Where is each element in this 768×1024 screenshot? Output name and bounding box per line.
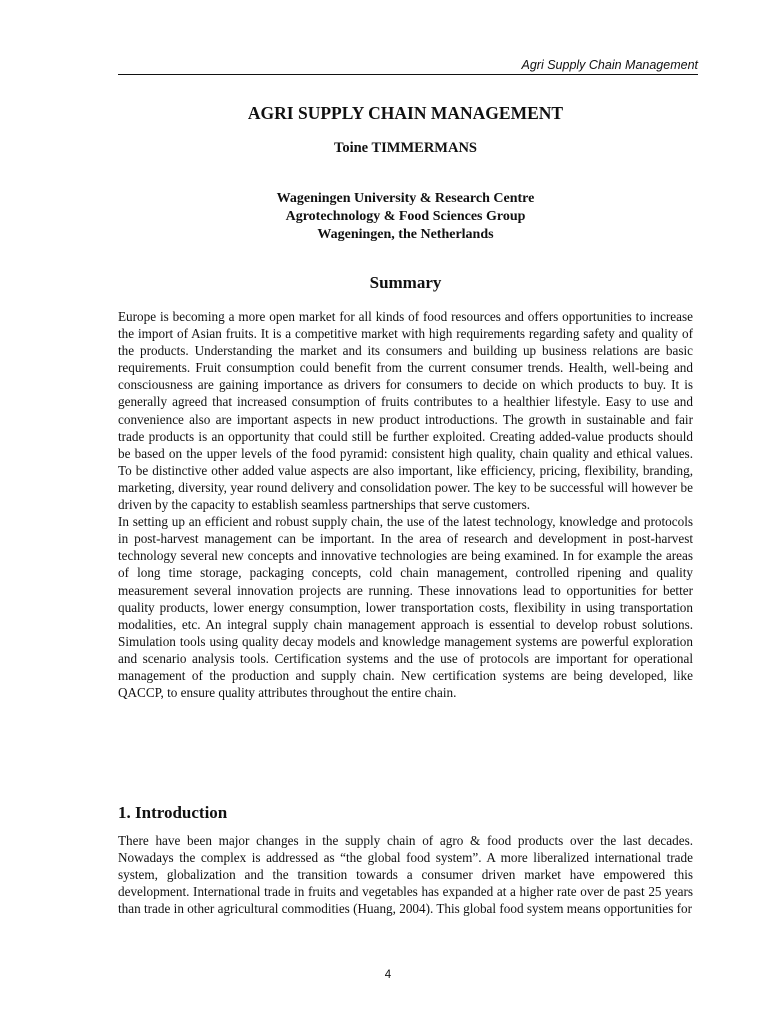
summary-body [118,308,693,701]
affiliation-block [118,190,693,244]
affiliation-line-location: Wageningen, the Netherlands [317,227,494,242]
running-header: Agri Supply Chain Management [521,58,698,72]
paper-title: AGRI SUPPLY CHAIN MANAGEMENT [247,103,564,123]
affiliation-line-university: Wageningen University & Research Centre [276,191,535,206]
summary-paragraph-2: In setting up an efficient and robust supply chain, the use of the latest technology, knowledge and protocols in post-harvest management can be important. In the area of research and development in post-harvest technology several new concepts and innovative technologies are being examined. In for example the areas of long time storage, packaging concepts, cold chain management, controlled ripening and quality measurement several innovation projects are running. These innovations lead to opportunities for better quality products, lower energy consumption, lower transportation costs, flexibility in using transportation modalities, etc. An integral supply chain management approach is essential to develop robust solutions. Simulation tools using quality decay models and knowledge management systems are powerful exploration and scenario analysis tools. Certification systems and the use of protocols are important for operational management of the production and supply chain. New certification systems are being developed, like QACCP, to ensure quality attributes throughout the entire chain. [118,514,693,701]
introduction-heading: 1. Introduction [118,803,228,822]
introduction-body [118,832,693,917]
page-number: 4 [384,969,392,981]
summary-paragraph-1: Europe is becoming a more open market for all kinds of food resources and offers opportunities to increase the import of Asian fruits. It is a competitive market with high requirements regarding safety and quality of the products. Understanding the market and its consumers and building up business relations are basic requirements. Fruit consumption could benefit from the current consumer trends. Health, well-being and consciousness are gaining importance as drivers for consumers to decide on which products to buy. It is generally agreed that increased consumption of fruits contributes to a healthier lifestyle. Easy to use and convenience also are important aspects in new product introductions. The growth in sustainable and fair trade products is an opportunity that could still be further exploited. Creating added-value products should be based on the upper levels of the food pyramid: consistent high quality, chain quality and ethical values. To be distinctive other added value aspects are also important, like efficiency, pricing, flexibility, branding, marketing, diversity, year round delivery and consolidation power. The key to be successful will however be driven by the capacity to establish seamless partnerships that serve customers. [118,309,693,513]
introduction-paragraph-1: There have been major changes in the supply chain of agro & food products over the last decades. Nowadays the complex is addressed as “the global food system”. A more liberalized international trade system, globalization and the transition towards a consumer driven market have empowered this development. International trade in fruits and vegetables has expanded at a higher rate over de past 25 years than trade in other agricultural commodities (Huang, 2004). This global food system means opportunities for [118,833,693,917]
affiliation-line-group: Agrotechnology & Food Sciences Group [285,209,526,224]
summary-heading: Summary [369,273,442,292]
author-name: Toine TIMMERMANS [333,140,477,156]
header-rule [118,74,698,75]
